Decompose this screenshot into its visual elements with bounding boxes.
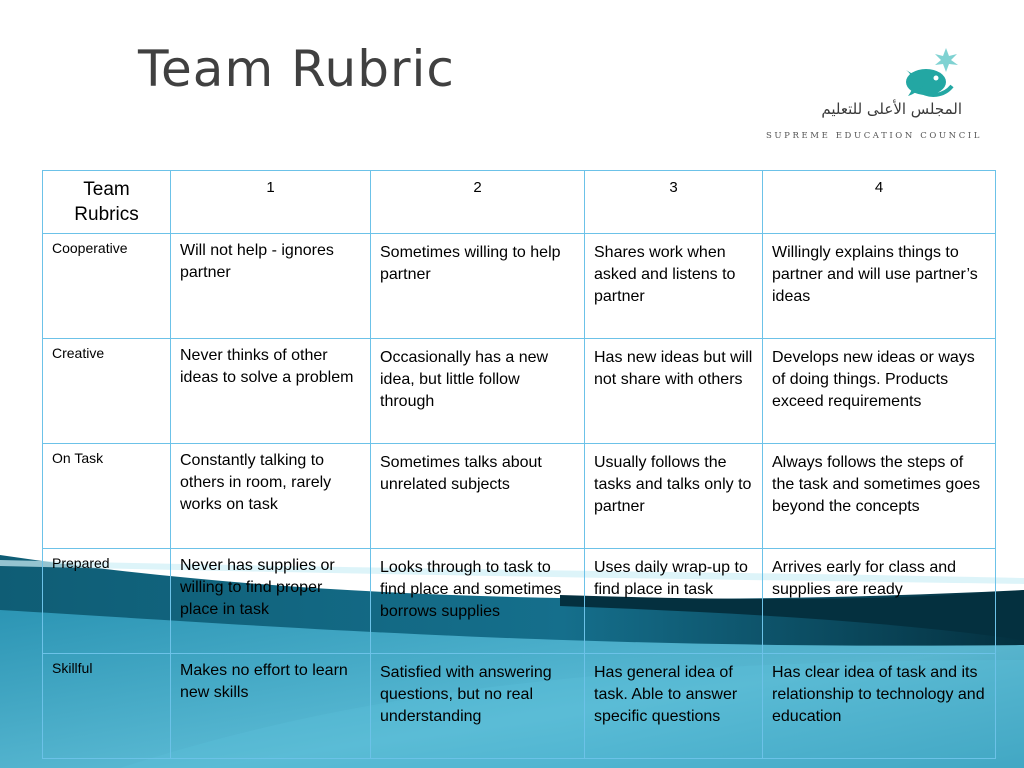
criterion-label: Creative — [43, 339, 171, 444]
rubric-row-on-task — [43, 444, 996, 549]
rubric-cell: Sometimes willing to help partner — [371, 234, 585, 339]
slide-title: Team Rubric — [138, 40, 455, 98]
fish-star-icon — [904, 46, 960, 104]
rubric-row-prepared — [43, 549, 996, 654]
rubric-row-cooperative — [43, 234, 996, 339]
rubric-cell: Looks through to task to find place and sometimes borrows supplies — [371, 549, 585, 654]
rubric-cell: Never has supplies or willing to find proper place in task — [171, 549, 371, 654]
rubric-cell: Sometimes talks about unrelated subjects — [371, 444, 585, 549]
supreme-education-council-logo — [762, 46, 982, 146]
rubric-cell: Has general idea of task. Able to answer specific questions — [585, 654, 763, 759]
rubric-cell: Develops new ideas or ways of doing things. Products exceed requirements — [763, 339, 996, 444]
rubric-cell: Constantly talking to others in room, rarely works on task — [171, 444, 371, 549]
criterion-label: Cooperative — [43, 234, 171, 339]
rubric-cell: Occasionally has a new idea, but little follow through — [371, 339, 585, 444]
rubric-cell: Satisfied with answering questions, but no real understanding — [371, 654, 585, 759]
rubric-cell: Has clear idea of task and its relationship to technology and education — [763, 654, 996, 759]
rubric-cell: Arrives early for class and supplies are ready — [763, 549, 996, 654]
criterion-label: Skillful — [43, 654, 171, 759]
rubric-row-creative — [43, 339, 996, 444]
rubric-corner-label: Team Rubrics — [43, 171, 171, 234]
criterion-label: Prepared — [43, 549, 171, 654]
level-1-header: 1 — [171, 171, 371, 234]
rubric-cell: Always follows the steps of the task and sometimes goes beyond the concepts — [763, 444, 996, 549]
rubric-cell: Never thinks of other ideas to solve a problem — [171, 339, 371, 444]
rubric-cell: Uses daily wrap-up to find place in task — [585, 549, 763, 654]
rubric-cell: Usually follows the tasks and talks only to partner — [585, 444, 763, 549]
level-3-header: 3 — [585, 171, 763, 234]
rubric-cell: Willingly explains things to partner and will use partner’s ideas — [763, 234, 996, 339]
rubric-cell: Has new ideas but will not share with others — [585, 339, 763, 444]
rubric-cell: Will not help - ignores partner — [171, 234, 371, 339]
criterion-label: On Task — [43, 444, 171, 549]
rubric-cell: Shares work when asked and listens to partner — [585, 234, 763, 339]
rubric-row-skillful — [43, 654, 996, 759]
level-4-header: 4 — [763, 171, 996, 234]
logo-latin-text: SUPREME EDUCATION COUNCIL — [766, 131, 982, 141]
rubric-cell: Makes no effort to learn new skills — [171, 654, 371, 759]
rubric-table — [42, 170, 996, 759]
rubric-header-row — [43, 171, 996, 234]
level-2-header: 2 — [371, 171, 585, 234]
logo-arabic-text: المجلس الأعلى للتعليم — [821, 100, 962, 118]
